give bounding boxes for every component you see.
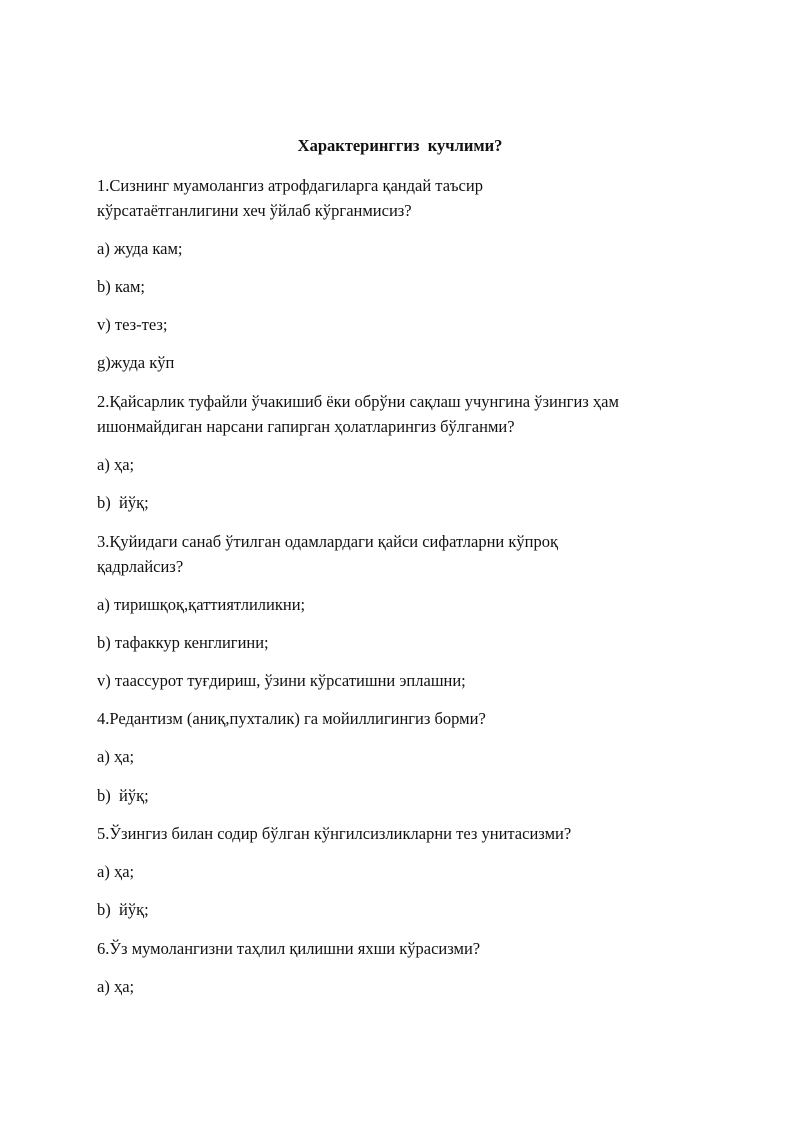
question-1-option-b: b) кам; (97, 277, 145, 296)
question-1-line-1: 1.Сизнинг муамолангиз атрофдагиларга қандай таъсир (97, 176, 483, 195)
question-3-option-a: а) тиришқоқ,қаттиятлиликни; (97, 595, 306, 614)
question-1-option-a: а) жуда кам; (97, 239, 183, 258)
question-3-line-2: қадрлайсиз? (97, 557, 184, 576)
question-2-option-a: а) ҳа; (97, 455, 135, 474)
question-4-option-b: b) йўқ; (97, 786, 149, 805)
question-3-option-v: v) таассурот туғдириш, ўзини кўрсатишни эплашни; (97, 671, 466, 690)
question-3-line-1: 3.Қуйидаги санаб ўтилган одамлардаги қайси сифатларни кўпроқ (97, 532, 558, 551)
page-title: Характeринггиз кучлими? (297, 136, 503, 155)
question-2-line-2: ишонмайдиган нарсани гапирган ҳолатларингиз бўлганми? (97, 417, 515, 436)
question-2-option-b: b) йўқ; (97, 493, 149, 512)
question-2-line-1: 2.Қайсарлик туфайли ўчакишиб ёки обрўни сақлаш учунгина ўзингиз ҳам (97, 392, 619, 411)
question-1-option-v: v) тез-тез; (97, 315, 168, 334)
question-1-line-2: кўрсатаётганлигини хеч ўйлаб кўрганмисиз? (97, 201, 412, 220)
question-6-option-a: а) ҳа; (97, 977, 135, 996)
question-5-option-a: а) ҳа; (97, 862, 135, 881)
question-6-line-1: 6.Ўз мумолангизни таҳлил қилишни яхши кўрасизми? (97, 939, 481, 958)
question-4-line-1: 4.Редантизм (аниқ,пухталик) га мойиллигингиз борми? (97, 709, 486, 728)
question-5-option-b: b) йўқ; (97, 900, 149, 919)
question-4-option-a: а) ҳа; (97, 747, 135, 766)
question-1-option-g: g)жуда кўп (97, 353, 175, 372)
question-3-option-b: b) тафаккур кенглигини; (97, 633, 269, 652)
question-5-line-1: 5.Ўзингиз билан содир бўлган кўнгилсизликларни тез унитасизми? (97, 824, 572, 843)
